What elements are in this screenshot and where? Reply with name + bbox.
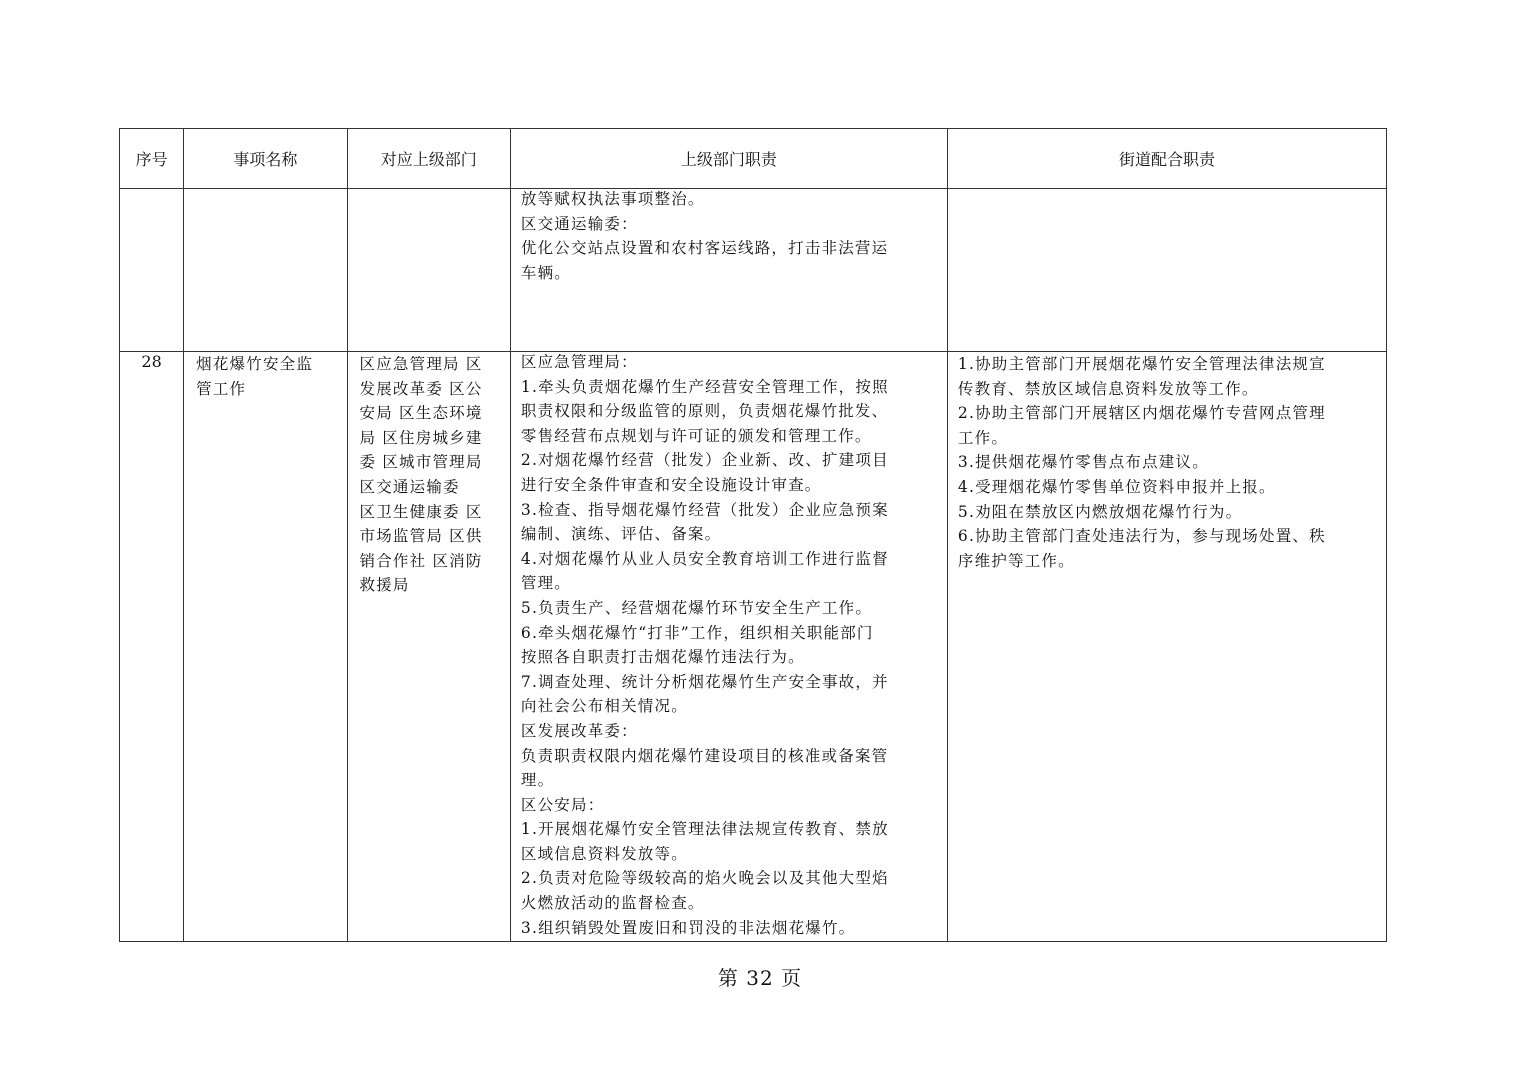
header-street-duty: 街道配合职责 [947,129,1386,189]
row-number-cell: 28 [120,352,184,942]
table-row [120,352,1387,942]
table-row [120,189,1387,352]
upper-dept-text: 区应急管理局 区 发展改革委 区公 安局 区生态环境 局 区住房城乡建 委 区城市管理局 区交通运输委 区卫生健康委 区 市场监管局 区供 销合作社 区消防 救援局 [359,355,483,595]
header-upper-duty: 上级部门职责 [510,129,947,189]
street-duty-cell [947,352,1386,942]
upper-duty-text: 区应急管理局： 1.牵头负责烟花爆竹生产经营安全管理工作，按照 职责权限和分级监管的原则，负责烟花爆竹批发、 零售经营布点规划与许可证的颁发和管理工作。 2.对烟花爆竹经营（批发）企业新、改、扩建项目 进行安全条件审查和安全设施设计审查。 3.检查、指导烟花爆竹经营（批发）企业应急预案 编制、演练、评估、备案。 4.对烟花爆竹从业人员安全教育培训工作进行监督 管理。 5.负责生产、经营烟花爆竹环节安全生产工作。 6.牵头烟花爆竹“打非”工作，组织相关职能部门 按照各自职责打击烟花爆竹违法行为。 7.调查处理、统计分析烟花爆竹生产安全事故，并 向社会公布相关情况。 区发展改革委： 负责职责权限内烟花爆竹建设项目的核准或备案管 理。 区公安局： 1.开展烟花爆竹安全管理法律法规宣传教育、禁放 区域信息资料发放等。 2.负责对危险等级较高的焰火晚会以及其他大型焰 火燃放活动的监督检查。 3.组织销毁处置废旧和罚没的非法烟花爆竹。 [520,353,889,937]
header-item-name: 事项名称 [184,129,347,189]
street-duty-cell [947,189,1386,352]
duty-table [119,128,1387,942]
table-header-row [120,129,1387,189]
upper-duty-cell [510,189,947,352]
header-no: 序号 [120,129,184,189]
upper-dept-cell [347,352,510,942]
upper-duty-text: 放等赋权执法事项整治。 区交通运输委： 优化公交站点设置和农村客运线路，打击非法营运 车辆。 [520,190,889,282]
row-number-cell [120,189,184,352]
upper-duty-cell [510,352,947,942]
item-name-cell [184,189,347,352]
page-number: 第 32 页 [717,966,803,990]
street-duty-text: 1.协助主管部门开展烟花爆竹安全管理法律法规宣 传教育、禁放区域信息资料发放等工作。 2.协助主管部门开展辖区内烟花爆竹专营网点管理 工作。 3.提供烟花爆竹零售点布点建议。 4.受理烟花爆竹零售单位资料申报并上报。 5.劝阻在禁放区内燃放烟花爆竹行为。 6.协助主管部门查处违法行为，参与现场处置、秩 序维护等工作。 [957,355,1326,570]
item-name-cell [184,352,347,942]
header-upper-dept: 对应上级部门 [347,129,510,189]
upper-dept-cell [347,189,510,352]
item-name-text: 烟花爆竹安全监 管工作 [196,355,314,398]
